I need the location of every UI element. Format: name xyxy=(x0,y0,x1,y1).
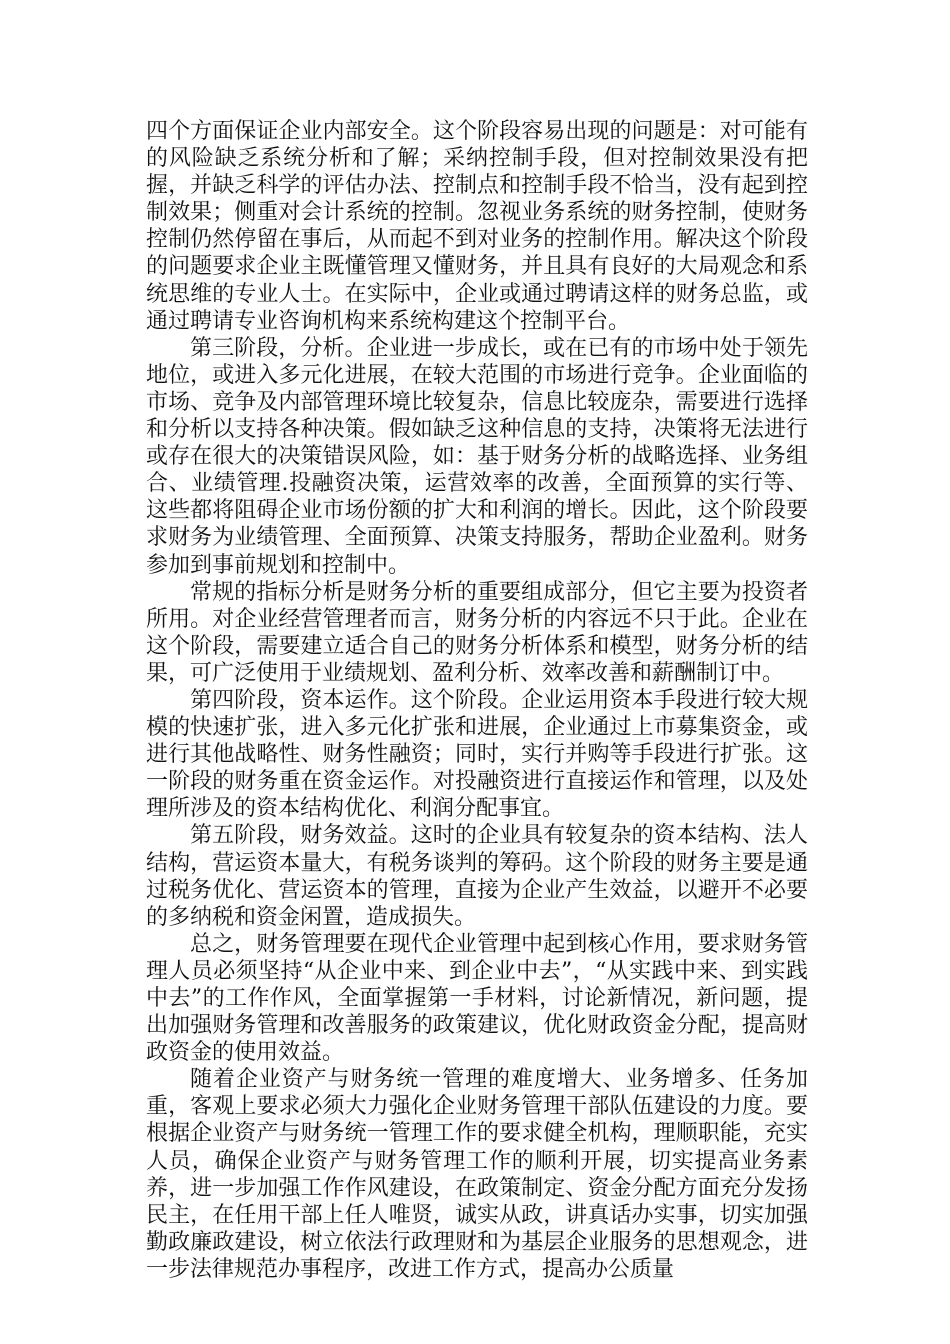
paragraph-stage-three: 第三阶段，分析。企业进一步成长，或在已有的市场中处于领先地位，或进入多元化进展，在较大范围的市场进行竞争。企业面临的市场、竞争及内部管理环境比较复杂，信息比较庞杂，需要进行选择和分析以支持各种决策。假如缺乏这种信息的支持，决策将无法进行或存在很大的决策错误风险，如：基于财务分析的战略选择、业务组合、业绩管理.投融资决策，运营效率的改善，全面预算的实行等、这些都将阻碍企业市场份额的扩大和利润的增长。因此，这个阶段要求财务为业绩管理、全面预算、决策支持服务，帮助企业盈利。财务参加到事前规划和控制中。 xyxy=(146,335,808,578)
paragraph-stage-four: 第四阶段，资本运作。这个阶段。企业运用资本手段进行较大规模的快速扩张，进入多元化扩张和进展，企业通过上市募集资金，或进行其他战略性、财务性融资；同时，实行并购等手段进行扩张。这一阶段的财务重在资金运作。对投融资进行直接运作和管理，以及处理所涉及的资本结构优化、利润分配事宜。 xyxy=(146,687,808,822)
document-body xyxy=(146,118,808,1283)
paragraph-continued-intro: 四个方面保证企业内部安全。这个阶段容易出现的问题是：对可能有的风险缺乏系统分析和了解；采纳控制手段，但对控制效果没有把握，并缺乏科学的评估办法、控制点和控制手段不恰当，没有起到控制效果；侧重对会计系统的控制。忽视业务系统的财务控制，使财务控制仍然停留在事后，从而起不到对业务的控制作用。解决这个阶段的问题要求企业主既懂管理又懂财务，并且具有良好的大局观念和系统思维的专业人士。在实际中，企业或通过聘请这样的财务总监，或通过聘请专业咨询机构来系统构建这个控制平台。 xyxy=(146,119,808,334)
paragraph-team-building: 随着企业资产与财务统一管理的难度增大、业务增多、任务加重，客观上要求必须大力强化企业财务管理干部队伍建设的力度。要根据企业资产与财务统一管理工作的要求健全机构，理顺职能，充实人员，确保企业资产与财务管理工作的顺利开展，切实提高业务素养，进一步加强工作作风建设，在政策制定、资金分配方面充分发扬民主，在任用干部上任人唯贤，诚实从政，讲真话办实事，切实加强勤政廉政建设，树立依法行政理财和为基层企业服务的思想观念，进一步法律规范办事程序，改进工作方式，提高办公质量 xyxy=(146,1067,808,1282)
paragraph-summary: 总之，财务管理要在现代企业管理中起到核心作用，要求财务管理人员必须坚持“从企业中来、到企业中去”，“从实践中来、到实践中去”的工作作风，全面掌握第一手材料，讨论新情况，新问题，提出加强财务管理和改善服务的政策建议，优化财政资金分配，提高财政资金的使用效益。 xyxy=(146,931,808,1066)
paragraph-indicator-analysis: 常规的指标分析是财务分析的重要组成部分，但它主要为投资者所用。对企业经营管理者而言，财务分析的内容远不只于此。企业在这个阶段，需要建立适合自己的财务分析体系和模型，财务分析的结果，可广泛使用于业绩规划、盈利分析、效率改善和薪酬制订中。 xyxy=(146,579,808,686)
paragraph-stage-five: 第五阶段，财务效益。这时的企业具有较复杂的资本结构、法人结构，营运资本量大，有税务谈判的筹码。这个阶段的财务主要是通过税务优化、营运资本的管理，直接为企业产生效益，以避开不必要的多纳税和资金闲置，造成损失。 xyxy=(146,823,808,930)
